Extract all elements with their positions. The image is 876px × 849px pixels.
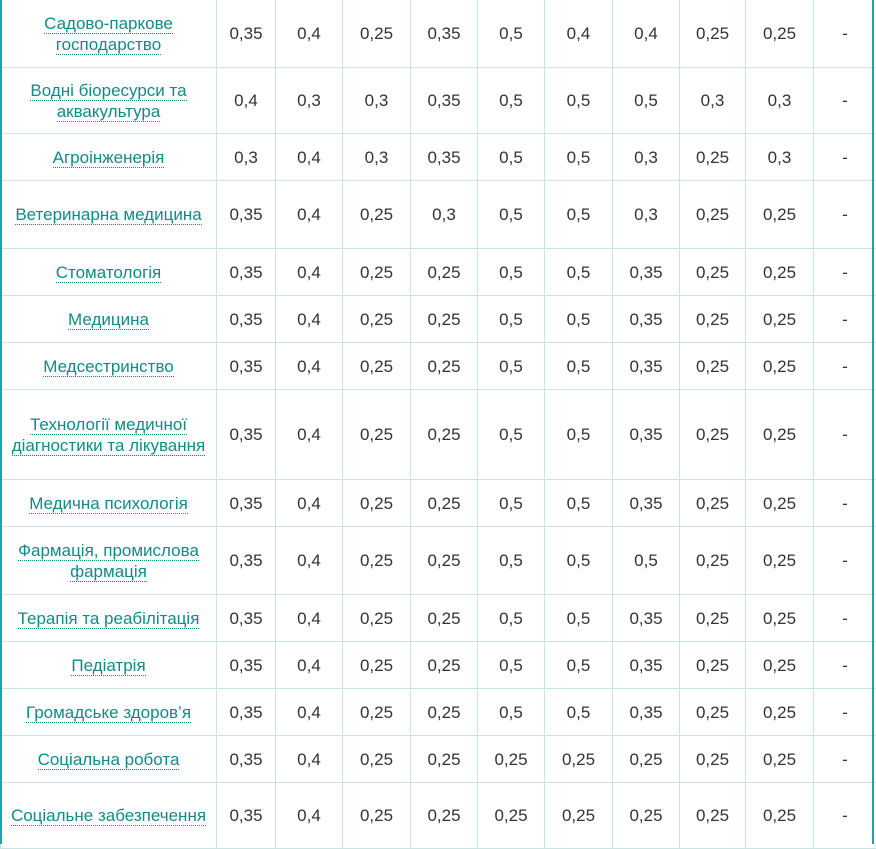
coefficient-cell: 0,35 — [613, 249, 680, 296]
coefficient-cell: 0,3 — [746, 68, 814, 134]
coefficient-cell: 0,25 — [680, 249, 746, 296]
coefficient-cell: 0,35 — [217, 0, 276, 68]
coefficient-cell: - — [814, 181, 876, 249]
table-row — [1, 296, 876, 343]
coefficient-cell: 0,5 — [478, 181, 545, 249]
specialty-link[interactable]: Медсестринство — [43, 357, 174, 377]
coefficient-cell: 0,5 — [545, 480, 613, 527]
specialty-link[interactable]: Громадське здоров’я — [26, 703, 191, 723]
specialty-cell — [1, 480, 217, 527]
coefficient-cell: 0,25 — [343, 181, 411, 249]
coefficient-cell: 0,35 — [217, 642, 276, 689]
coefficient-cell: 0,5 — [478, 390, 545, 480]
coefficient-cell: 0,25 — [343, 642, 411, 689]
coefficient-cell: 0,3 — [217, 134, 276, 181]
table-row — [1, 689, 876, 736]
coefficient-cell: 0,35 — [411, 68, 478, 134]
table-body — [1, 0, 876, 849]
coefficient-cell: - — [814, 783, 876, 849]
coefficient-cell: 0,25 — [343, 296, 411, 343]
specialty-link[interactable]: Фармація, промислова фармація — [18, 541, 199, 582]
coefficient-cell: 0,4 — [276, 595, 343, 642]
coefficient-cell: 0,35 — [217, 296, 276, 343]
coefficient-cell: 0,25 — [343, 527, 411, 595]
table-row — [1, 68, 876, 134]
specialty-cell — [1, 0, 217, 68]
coefficient-cell: - — [814, 296, 876, 343]
coefficient-cell: 0,25 — [746, 343, 814, 390]
specialty-cell — [1, 595, 217, 642]
coefficient-cell: 0,5 — [478, 527, 545, 595]
coefficient-cell: 0,5 — [613, 527, 680, 595]
coefficient-cell: 0,4 — [276, 736, 343, 783]
coefficient-cell: 0,35 — [613, 390, 680, 480]
coefficient-cell: 0,35 — [217, 736, 276, 783]
coefficient-cell: 0,25 — [680, 0, 746, 68]
specialty-link[interactable]: Садово-паркове господарство — [44, 14, 173, 55]
specialty-cell — [1, 343, 217, 390]
coefficient-cell: 0,25 — [343, 0, 411, 68]
coefficient-cell: 0,25 — [411, 343, 478, 390]
coefficient-cell: 0,4 — [217, 68, 276, 134]
coefficient-cell: - — [814, 736, 876, 783]
coefficient-cell: 0,25 — [680, 595, 746, 642]
coefficient-cell: 0,25 — [343, 249, 411, 296]
coefficient-cell: 0,25 — [680, 642, 746, 689]
coefficient-cell: 0,4 — [276, 181, 343, 249]
specialty-link[interactable]: Стоматологія — [56, 263, 162, 283]
coefficient-cell: 0,25 — [680, 783, 746, 849]
coefficient-cell: 0,25 — [613, 783, 680, 849]
specialty-cell — [1, 689, 217, 736]
coefficient-cell: 0,4 — [276, 480, 343, 527]
specialty-cell — [1, 783, 217, 849]
coefficient-cell: 0,35 — [613, 595, 680, 642]
table-row — [1, 343, 876, 390]
coefficient-cell: 0,25 — [680, 390, 746, 480]
coefficient-cell: 0,25 — [343, 480, 411, 527]
coefficient-cell: - — [814, 249, 876, 296]
coefficient-cell: 0,5 — [545, 642, 613, 689]
coefficient-cell: 0,5 — [545, 689, 613, 736]
coefficient-cell: - — [814, 642, 876, 689]
table-row — [1, 595, 876, 642]
coefficient-cell: 0,35 — [613, 480, 680, 527]
coefficient-cell: 0,25 — [746, 390, 814, 480]
coefficient-cell: 0,25 — [411, 296, 478, 343]
coefficient-cell: 0,25 — [411, 783, 478, 849]
coefficient-cell: 0,35 — [217, 689, 276, 736]
coefficient-cell: 0,4 — [276, 296, 343, 343]
coefficient-cell: 0,35 — [613, 296, 680, 343]
coefficient-cell: 0,35 — [217, 595, 276, 642]
coefficient-cell: 0,5 — [478, 68, 545, 134]
coefficient-cell: 0,25 — [680, 480, 746, 527]
coefficient-cell: 0,25 — [746, 736, 814, 783]
coefficient-cell: 0,5 — [545, 249, 613, 296]
coefficient-cell: 0,5 — [613, 68, 680, 134]
coefficient-cell: 0,35 — [411, 0, 478, 68]
coefficient-cell: 0,25 — [411, 689, 478, 736]
coefficient-cell: 0,4 — [276, 134, 343, 181]
coefficient-cell: 0,3 — [411, 181, 478, 249]
specialty-link[interactable]: Соціальне забезпечення — [11, 806, 206, 826]
coefficient-cell: 0,25 — [343, 343, 411, 390]
coefficient-cell: 0,4 — [276, 689, 343, 736]
coefficient-cell: 0,35 — [217, 249, 276, 296]
coefficient-cell: 0,25 — [343, 736, 411, 783]
coefficient-cell: 0,5 — [478, 343, 545, 390]
coefficient-cell: 0,5 — [478, 134, 545, 181]
coefficient-cell: 0,25 — [411, 390, 478, 480]
specialty-cell — [1, 736, 217, 783]
coefficient-cell: 0,5 — [478, 595, 545, 642]
specialty-link[interactable]: Соціальна робота — [38, 750, 180, 770]
coefficient-cell: 0,4 — [276, 390, 343, 480]
specialty-link[interactable]: Технології медичної діагностики та лікування — [12, 415, 206, 456]
coefficient-cell: 0,5 — [545, 527, 613, 595]
specialty-cell — [1, 296, 217, 343]
specialty-link[interactable]: Водні біоресурси та аквакультура — [30, 81, 186, 122]
coefficient-cell: 0,25 — [343, 689, 411, 736]
specialty-cell — [1, 527, 217, 595]
coefficient-cell: 0,25 — [746, 249, 814, 296]
coefficient-cell: 0,25 — [680, 689, 746, 736]
coefficient-cell: 0,25 — [746, 689, 814, 736]
coefficient-cell: 0,25 — [411, 527, 478, 595]
coefficient-cell: 0,25 — [343, 783, 411, 849]
coefficient-cell: 0,25 — [680, 343, 746, 390]
coefficient-cell: 0,4 — [276, 783, 343, 849]
coefficient-cell: 0,35 — [411, 134, 478, 181]
coefficient-cell: 0,3 — [613, 134, 680, 181]
coefficient-cell: 0,5 — [545, 181, 613, 249]
specialty-cell — [1, 68, 217, 134]
specialty-link[interactable]: Медична психологія — [29, 494, 188, 514]
coefficient-cell: 0,25 — [746, 595, 814, 642]
specialty-cell — [1, 390, 217, 480]
coefficient-cell: 0,4 — [276, 0, 343, 68]
coefficient-cell: - — [814, 68, 876, 134]
coefficient-cell: 0,3 — [680, 68, 746, 134]
coefficient-cell: 0,25 — [411, 736, 478, 783]
coefficient-cell: 0,25 — [411, 480, 478, 527]
coefficient-cell: 0,35 — [613, 689, 680, 736]
coefficient-cell: - — [814, 390, 876, 480]
coefficient-cell: 0,35 — [217, 783, 276, 849]
coefficient-cell: 0,25 — [478, 783, 545, 849]
coefficient-cell: 0,25 — [746, 181, 814, 249]
coefficient-cell: 0,5 — [478, 642, 545, 689]
coefficient-cell: - — [814, 480, 876, 527]
coefficient-cell: 0,25 — [746, 527, 814, 595]
specialty-link[interactable]: Медицина — [68, 310, 149, 330]
coefficient-cell: 0,4 — [276, 343, 343, 390]
table-row — [1, 390, 876, 480]
coefficient-cell: 0,5 — [478, 249, 545, 296]
coefficient-cell: 0,25 — [545, 736, 613, 783]
specialty-cell — [1, 249, 217, 296]
table-row — [1, 736, 876, 783]
coefficient-cell: 0,5 — [478, 0, 545, 68]
coefficient-cell: - — [814, 0, 876, 68]
coefficient-cell: 0,35 — [217, 480, 276, 527]
coefficient-cell: 0,4 — [545, 0, 613, 68]
table-row — [1, 0, 876, 68]
coefficient-cell: 0,5 — [545, 68, 613, 134]
coefficient-cell: 0,4 — [276, 642, 343, 689]
specialty-link[interactable]: Педіатрія — [71, 656, 145, 676]
specialty-link[interactable]: Агроінженерія — [53, 148, 165, 168]
table-row — [1, 527, 876, 595]
coefficient-cell: 0,25 — [746, 480, 814, 527]
coefficient-cell: 0,4 — [276, 527, 343, 595]
coefficient-cell: 0,25 — [746, 783, 814, 849]
coefficient-cell: 0,25 — [680, 181, 746, 249]
coefficient-cell: 0,25 — [680, 527, 746, 595]
coefficient-cell: 0,3 — [343, 68, 411, 134]
coefficient-cell: 0,25 — [746, 642, 814, 689]
coefficient-cell: 0,3 — [276, 68, 343, 134]
coefficient-cell: 0,5 — [478, 480, 545, 527]
coefficient-cell: 0,3 — [613, 181, 680, 249]
coefficient-cell: 0,25 — [411, 595, 478, 642]
coefficient-cell: 0,25 — [613, 736, 680, 783]
coefficient-cell: 0,25 — [746, 0, 814, 68]
coefficient-cell: 0,25 — [680, 296, 746, 343]
coefficient-cell: 0,5 — [478, 689, 545, 736]
coefficient-cell: 0,35 — [217, 181, 276, 249]
coefficient-cell: 0,3 — [343, 134, 411, 181]
table-row — [1, 480, 876, 527]
coefficient-cell: 0,25 — [545, 783, 613, 849]
specialty-cell — [1, 642, 217, 689]
coefficient-cell: 0,25 — [411, 249, 478, 296]
coefficient-cell: 0,25 — [343, 595, 411, 642]
coefficient-cell: 0,35 — [613, 642, 680, 689]
coefficient-cell: 0,5 — [478, 296, 545, 343]
coefficient-cell: 0,5 — [545, 296, 613, 343]
coefficient-cell: 0,35 — [217, 527, 276, 595]
coefficient-cell: 0,25 — [680, 736, 746, 783]
table-row — [1, 783, 876, 849]
coefficient-cell: 0,5 — [545, 595, 613, 642]
table-row — [1, 642, 876, 689]
coefficient-cell: 0,25 — [411, 642, 478, 689]
specialty-cell — [1, 181, 217, 249]
coefficient-cell: 0,3 — [746, 134, 814, 181]
coefficient-cell: 0,35 — [217, 390, 276, 480]
table-row — [1, 181, 876, 249]
coefficient-cell: 0,25 — [746, 296, 814, 343]
coefficient-cell: - — [814, 134, 876, 181]
coefficient-cell: - — [814, 595, 876, 642]
coefficient-cell: 0,35 — [613, 343, 680, 390]
coefficient-cell: 0,4 — [613, 0, 680, 68]
coefficient-cell: 0,35 — [217, 343, 276, 390]
table-row — [1, 249, 876, 296]
coefficient-cell: 0,25 — [343, 390, 411, 480]
coefficient-cell: - — [814, 343, 876, 390]
specialty-cell — [1, 134, 217, 181]
coefficient-cell: 0,5 — [545, 343, 613, 390]
coefficient-cell: 0,25 — [478, 736, 545, 783]
specialty-link[interactable]: Терапія та реабілітація — [18, 609, 200, 629]
specialty-link[interactable]: Ветеринарна медицина — [15, 205, 201, 225]
coefficient-cell: 0,5 — [545, 134, 613, 181]
coefficient-cell: - — [814, 689, 876, 736]
coefficient-cell: 0,5 — [545, 390, 613, 480]
coefficient-cell: 0,4 — [276, 249, 343, 296]
coefficient-cell: 0,25 — [680, 134, 746, 181]
coefficient-cell: - — [814, 527, 876, 595]
table-row — [1, 134, 876, 181]
